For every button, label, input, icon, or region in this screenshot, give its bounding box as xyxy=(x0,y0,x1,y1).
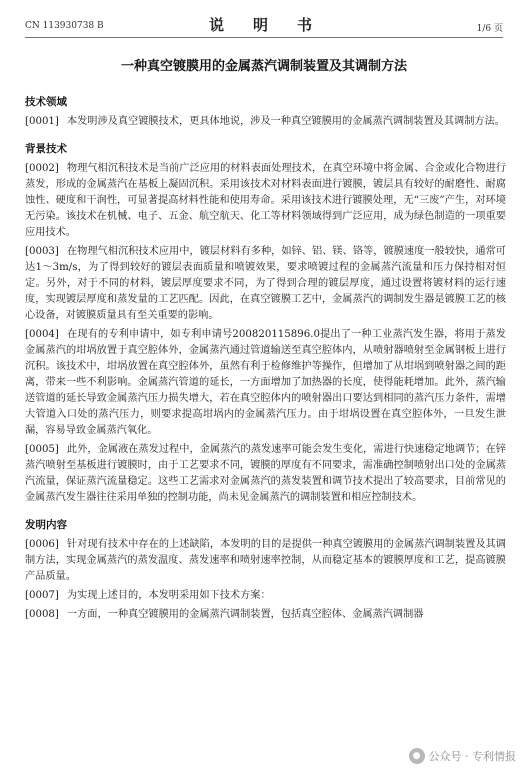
section-technical-field xyxy=(25,94,506,130)
watermark-text: 公众号 · 专利情报 xyxy=(428,750,516,763)
section-heading: 技术领域 xyxy=(25,96,67,108)
paragraph-text: 为实现上述目的，本发明采用如下技术方案： xyxy=(66,590,271,601)
doc-number: CN 113930738 B xyxy=(25,21,104,31)
page-header xyxy=(25,14,503,36)
paragraph-number: [0007] xyxy=(25,590,59,601)
paragraph-text: 此外，金属液在蒸发过程中，金属蒸汽的蒸发速率可能会发生变化，需进行快速稳定地调节；在锌蒸汽喷射至基板进行镀膜时，由于工艺要求不同，镀膜的厚度有不同要求，需准确控制喷射出口处的金属蒸汽流量，保证蒸汽流量稳定。这些工艺需求对金属蒸汽的蒸发装置和调节技术提出了较高要求，目前常见的金属蒸汽发生器往往采用单独的控制功能，尚未见金属蒸汽的调制装置和相应控制技术。 xyxy=(25,444,506,503)
paragraph-text: 针对现有技术中存在的上述缺陷，本发明的目的是提供一种真空镀膜用的金属蒸汽调制装置及其调制方法，实现金属蒸汽的蒸发温度、蒸发速率和喷射速率控制，从而稳定基本的镀膜厚度和工艺，提高镀膜产品质量。 xyxy=(25,539,506,582)
paragraph xyxy=(25,537,506,585)
section-background xyxy=(25,141,506,506)
header-rule xyxy=(25,37,503,38)
paragraph xyxy=(25,607,506,623)
paragraph-text: 在现有的专利申请中，如专利申请号200820115896.0提出了一种工业蒸汽发生器，将用于蒸发金属蒸汽的坩埚放置于真空腔体外，金属蒸汽通过管道输送至真空腔体内，从喷射器喷射至金属钢板上进行沉积。该技术中，坩埚放置在真空腔体外，虽然有利于检修维护等操作，但增加了从坩埚到喷射器之间的距离，带来一些不利影响。金属蒸汽管道的延长，一方面增加了加热器的长度，使得能耗增加。此外，蒸汽输送管道的延长导致金属蒸汽压力损失增大，若在真空腔体内的喷射器出口要达到相同的蒸汽压力条件，需增大管道入口处的蒸汽压力，则要求提高坩埚内的金属蒸汽压力。由于坩埚设置在真空腔体外，一旦发生泄漏，容易导致金属蒸汽氧化。 xyxy=(25,329,506,436)
page-number: 1/6 页 xyxy=(476,24,503,34)
paragraph xyxy=(25,114,506,130)
document-title: 一种真空镀膜用的金属蒸汽调制装置及其调制方法 xyxy=(120,59,407,74)
paragraph-number: [0003] xyxy=(25,246,59,257)
paragraph-number: [0005] xyxy=(25,444,59,455)
section-heading: 发明内容 xyxy=(25,519,67,531)
section-summary xyxy=(25,517,506,623)
paragraph-number: [0004] xyxy=(25,329,59,340)
paragraph xyxy=(25,588,506,604)
paragraph-text: 在物理气相沉积技术应用中，镀层材料有多种，如锌、铝、镁、铬等，镀膜速度一般较快，通常可达1～3m/s，为了得到较好的镀层表面质量和喷镀效果，要求喷镀过程的金属蒸汽流量和压力保持相对恒定。另外，对于不同的材料，镀层厚度要求不同，为了得到合理的镀层厚度，通过设置将镀材料的运行速度，实现镀层厚度和蒸发量的工艺匹配。因此，在真空镀膜工艺中，金属蒸汽的调制发生器是镀膜工艺的核心设备，对镀膜质量具有至关重要的影响。 xyxy=(25,246,506,321)
paragraph xyxy=(25,161,506,241)
wechat-icon: ● xyxy=(409,748,425,764)
paragraph xyxy=(25,244,506,324)
watermark xyxy=(409,748,517,764)
paragraph-number: [0001] xyxy=(25,116,59,127)
paragraph-number: [0002] xyxy=(25,163,59,174)
paragraph xyxy=(25,442,506,506)
paragraph-text: 一方面，一种真空镀膜用的金属蒸汽调制装置，包括真空腔体、金属蒸汽调制器 xyxy=(66,609,424,620)
section-heading: 背景技术 xyxy=(25,143,67,155)
paragraph-text: 本发明涉及真空镀膜技术，更具体地说，涉及一种真空镀膜用的金属蒸汽调制装置及其调制方法。 xyxy=(66,116,505,127)
paragraph-text: 物理气相沉积技术是当前广泛应用的材料表面处理技术，在真空环境中将金属、合金或化合物进行蒸发，形成的金属蒸汽在基板上凝固沉积。采用该技术对材料表面进行镀膜，镀层具有较好的耐磨性、耐腐蚀性、硬度和干润性，可显著提高材料性能和使用寿命。采用该技术进行镀膜处理，无“三废”产生，对环境无污染。该技术在机械、电子、五金、航空航天、化工等材料领域得到广泛应用，成为绿色制造的一项重要应用技术。 xyxy=(25,163,506,238)
paragraph xyxy=(25,327,506,439)
document-body xyxy=(25,94,506,626)
paragraph-number: [0006] xyxy=(25,539,59,550)
paragraph-number: [0008] xyxy=(25,609,59,620)
section-title: 说 明 书 xyxy=(208,16,319,34)
